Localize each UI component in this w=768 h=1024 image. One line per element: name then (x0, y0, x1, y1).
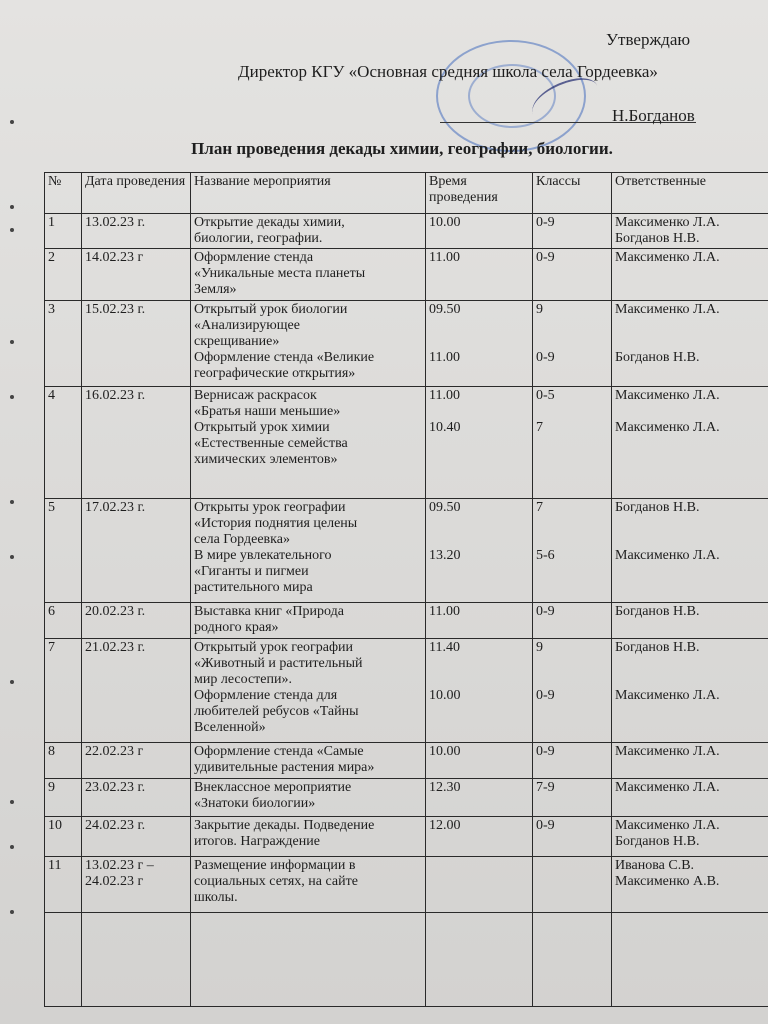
cell-responsible (612, 499, 768, 603)
cell-responsible (612, 913, 768, 1007)
cell-text-line: 23.02.23 г. (85, 780, 146, 795)
cell-number: 2 (45, 249, 82, 301)
cell-text-line: Максименко Л.А. (615, 302, 720, 317)
cell-text-line: 0-9 (536, 604, 555, 619)
margin-tick (10, 205, 14, 209)
margin-tick (10, 120, 14, 124)
cell-text-line (429, 318, 529, 334)
cell-text-line: Оформление стенда «Самые (194, 744, 364, 759)
cell-date (82, 913, 191, 1007)
header-date: Дата проведения (82, 173, 191, 214)
cell-text-line: Открытый урок географии (194, 640, 354, 655)
cell-classes (533, 249, 612, 301)
cell-text-line: «Братья наши меньшие» (194, 404, 341, 419)
cell-text-line (429, 858, 529, 874)
cell-text-line: 16.02.23 г. (85, 388, 146, 403)
cell-text-line: Богданов Н.В. (615, 350, 700, 365)
cell-text-line: социальных сетях, на сайте (194, 874, 358, 889)
margin-tick (10, 680, 14, 684)
table-row (45, 387, 768, 499)
cell-text-line: Богданов Н.В. (615, 231, 700, 246)
cell-text-line: Богданов Н.В. (615, 834, 700, 849)
cell-text-line: Открытый урок химии (194, 420, 330, 435)
cell-classes (533, 779, 612, 817)
cell-text-line: 0-5 (536, 388, 555, 403)
cell-text-line (429, 656, 529, 672)
cell-text-line: химических элементов» (194, 452, 338, 467)
cell-classes (533, 603, 612, 639)
cell-text-line: Внеклассное мероприятие (194, 780, 352, 795)
cell-event (191, 387, 426, 499)
cell-text-line: растительного мира (194, 580, 313, 595)
cell-text-line: 13.20 (429, 548, 461, 563)
cell-date (82, 214, 191, 249)
cell-text-line (536, 404, 608, 420)
cell-text-line: школы. (194, 890, 238, 905)
cell-event (191, 214, 426, 249)
table-row (45, 499, 768, 603)
cell-number: 10 (45, 817, 82, 857)
cell-text-line (615, 532, 768, 548)
table-row (45, 779, 768, 817)
cell-text-line: 0-9 (536, 215, 555, 230)
cell-text-line (429, 334, 529, 350)
cell-text-line: 0-9 (536, 250, 555, 265)
cell-text-line: Максименко Л.А. (615, 744, 720, 759)
cell-responsible (612, 603, 768, 639)
table-row (45, 639, 768, 743)
cell-text-line: села Гордеевка» (194, 532, 290, 547)
cell-text-line: Максименко Л.А. (615, 215, 720, 230)
cell-text-line: скрещивание» (194, 334, 280, 349)
table-row (45, 301, 768, 387)
cell-text-line: Иванова С.В. (615, 858, 695, 873)
cell-classes (533, 817, 612, 857)
cell-event (191, 603, 426, 639)
cell-text-line: Максименко Л.А. (615, 388, 720, 403)
cell-text-line (615, 914, 768, 930)
table-row (45, 214, 768, 249)
cell-classes (533, 499, 612, 603)
approval-director: Директор КГУ «Основная средняя школа села Гордеевка» (238, 62, 658, 81)
cell-number: 7 (45, 639, 82, 743)
cell-text-line: Земля» (194, 282, 237, 297)
cell-text-line (536, 532, 608, 548)
margin-tick (10, 500, 14, 504)
cell-text-line: 21.02.23 г. (85, 640, 146, 655)
header-number: № (45, 173, 82, 214)
cell-text-line: Открыты урок географии (194, 500, 346, 515)
cell-text-line: «История поднятия целены (194, 516, 358, 531)
cell-text-line: «Знатоки биологии» (194, 796, 316, 811)
cell-text-line: 7 (536, 500, 543, 515)
plan-table-body (45, 214, 768, 1007)
table-row (45, 817, 768, 857)
cell-text-line: Вселенной» (194, 720, 266, 735)
margin-tick (10, 228, 14, 232)
header-time: Время проведения (426, 173, 533, 214)
cell-event (191, 857, 426, 913)
cell-text-line: 9 (536, 640, 543, 655)
cell-responsible (612, 857, 768, 913)
cell-text-line: Выставка книг «Природа (194, 604, 344, 619)
cell-text-line: 7-9 (536, 780, 555, 795)
table-row (45, 913, 768, 1007)
cell-text-line: 12.30 (429, 780, 461, 795)
cell-time (426, 387, 533, 499)
cell-text-line: 10.00 (429, 688, 461, 703)
table-row (45, 743, 768, 779)
table-row (45, 857, 768, 913)
cell-text-line: 17.02.23 г. (85, 500, 146, 515)
margin-tick (10, 555, 14, 559)
cell-text-line (429, 914, 529, 930)
cell-time (426, 743, 533, 779)
cell-text-line: любителей ребусов «Тайны (194, 704, 359, 719)
cell-text-line (615, 334, 768, 350)
cell-text-line: 0-9 (536, 818, 555, 833)
cell-text-line: 7 (536, 420, 543, 435)
cell-text-line (536, 516, 608, 532)
cell-time (426, 499, 533, 603)
cell-event (191, 743, 426, 779)
cell-text-line: географические открытия» (194, 366, 356, 381)
cell-text-line: Максименко Л.А. (615, 688, 720, 703)
cell-time (426, 639, 533, 743)
margin-tick (10, 800, 14, 804)
cell-text-line (429, 516, 529, 532)
cell-number: 5 (45, 499, 82, 603)
cell-date (82, 743, 191, 779)
cell-date (82, 817, 191, 857)
cell-text-line: Максименко Л.А. (615, 780, 720, 795)
cell-event (191, 249, 426, 301)
cell-text-line: 10.00 (429, 215, 461, 230)
cell-date (82, 301, 191, 387)
cell-text-line: 24.02.23 г. (85, 818, 146, 833)
cell-text-line (429, 672, 529, 688)
cell-time (426, 214, 533, 249)
cell-text-line: «Уникальные места планеты (194, 266, 366, 281)
cell-text-line: В мире увлекательного (194, 548, 332, 563)
cell-text-line: 11.00 (429, 250, 460, 265)
cell-text-line: 5-6 (536, 548, 555, 563)
cell-text-line: Богданов Н.В. (615, 604, 700, 619)
cell-text-line (615, 404, 768, 420)
cell-text-line: 11.00 (429, 350, 460, 365)
cell-text-line: 11.00 (429, 388, 460, 403)
cell-text-line: Богданов Н.В. (615, 640, 700, 655)
cell-event (191, 913, 426, 1007)
cell-text-line: Богданов Н.В. (615, 500, 700, 515)
cell-text-line (429, 532, 529, 548)
approval-title: Утверждаю (606, 30, 691, 49)
table-row (45, 249, 768, 301)
cell-number: 6 (45, 603, 82, 639)
cell-text-line: Максименко Л.А. (615, 818, 720, 833)
header-event: Название мероприятия (191, 173, 426, 214)
cell-text-line (536, 858, 608, 874)
table-row (45, 603, 768, 639)
cell-text-line: Оформление стенда для (194, 688, 338, 703)
cell-text-line: 12.00 (429, 818, 461, 833)
margin-tick (10, 845, 14, 849)
cell-text-line: Максименко Л.А. (615, 420, 720, 435)
cell-text-line: «Гиганты и пигмеи (194, 564, 309, 579)
header-responsible: Ответственные (612, 173, 768, 214)
cell-date (82, 857, 191, 913)
cell-text-line: биологии, географии. (194, 231, 323, 246)
cell-event (191, 639, 426, 743)
cell-text-line: 20.02.23 г. (85, 604, 146, 619)
cell-text-line: 10.40 (429, 420, 461, 435)
cell-text-line: Оформление стенда (194, 250, 314, 265)
cell-text-line (615, 656, 768, 672)
cell-time (426, 301, 533, 387)
cell-responsible (612, 214, 768, 249)
cell-time (426, 779, 533, 817)
cell-classes (533, 387, 612, 499)
plan-table (44, 172, 768, 1007)
cell-text-line (85, 914, 187, 930)
cell-text-line: итогов. Награждение (194, 834, 320, 849)
cell-event (191, 817, 426, 857)
cell-text-line (615, 318, 768, 334)
cell-text-line: 11.00 (429, 604, 460, 619)
cell-date (82, 603, 191, 639)
cell-text-line (536, 914, 608, 930)
cell-event (191, 301, 426, 387)
cell-number: 8 (45, 743, 82, 779)
cell-time (426, 603, 533, 639)
cell-text-line: Максименко Л.А. (615, 548, 720, 563)
cell-text-line (536, 672, 608, 688)
cell-text-line: 9 (536, 302, 543, 317)
cell-text-line: Оформление стенда «Великие (194, 350, 375, 365)
cell-date (82, 779, 191, 817)
cell-classes (533, 214, 612, 249)
cell-text-line: 14.02.23 г (85, 250, 144, 265)
cell-text-line: мир лесостепи». (194, 672, 292, 687)
approval-name: Н.Богданов (612, 106, 695, 125)
cell-text-line: 24.02.23 г (85, 874, 144, 889)
cell-responsible (612, 249, 768, 301)
cell-text-line: родного края» (194, 620, 279, 635)
cell-text-line: 09.50 (429, 500, 461, 515)
cell-date (82, 499, 191, 603)
cell-number (45, 913, 82, 1007)
cell-responsible (612, 387, 768, 499)
cell-date (82, 639, 191, 743)
cell-text-line: 10.00 (429, 744, 461, 759)
cell-text-line (429, 404, 529, 420)
document-title: План проведения декады химии, географии, биологии. (191, 139, 613, 158)
cell-text-line: 0-9 (536, 688, 555, 703)
cell-classes (533, 913, 612, 1007)
cell-text-line (615, 516, 768, 532)
cell-text-line: 15.02.23 г. (85, 302, 146, 317)
cell-text-line (536, 334, 608, 350)
cell-text-line: 22.02.23 г (85, 744, 144, 759)
cell-date (82, 387, 191, 499)
cell-responsible (612, 779, 768, 817)
margin-tick (10, 395, 14, 399)
cell-text-line: «Животный и растительный (194, 656, 363, 671)
cell-text-line: 11.40 (429, 640, 460, 655)
cell-classes (533, 743, 612, 779)
cell-number: 4 (45, 387, 82, 499)
table-header-row (45, 173, 768, 214)
cell-number: 3 (45, 301, 82, 387)
cell-responsible (612, 817, 768, 857)
cell-text-line: Открытие декады химии, (194, 215, 345, 230)
margin-tick (10, 910, 14, 914)
header-classes: Классы (533, 173, 612, 214)
cell-text-line: Максименко А.В. (615, 874, 720, 889)
cell-event (191, 499, 426, 603)
cell-text-line: Размещение информации в (194, 858, 356, 873)
cell-text-line: «Естественные семейства (194, 436, 348, 451)
cell-time (426, 913, 533, 1007)
cell-time (426, 249, 533, 301)
cell-text-line: Максименко Л.А. (615, 250, 720, 265)
cell-text-line (536, 656, 608, 672)
cell-text-line: удивительные растения мира» (194, 760, 375, 775)
cell-number: 11 (45, 857, 82, 913)
cell-event (191, 779, 426, 817)
cell-text-line: 09.50 (429, 302, 461, 317)
cell-time (426, 857, 533, 913)
cell-classes (533, 857, 612, 913)
cell-text-line (194, 914, 422, 930)
cell-text-line: 0-9 (536, 744, 555, 759)
cell-responsible (612, 639, 768, 743)
cell-text-line: 0-9 (536, 350, 555, 365)
cell-text-line (536, 318, 608, 334)
cell-date (82, 249, 191, 301)
cell-text-line: Вернисаж раскрасок (194, 388, 317, 403)
cell-classes (533, 639, 612, 743)
cell-number: 9 (45, 779, 82, 817)
cell-text-line (615, 672, 768, 688)
cell-text-line: 13.02.23 г. (85, 215, 146, 230)
cell-responsible (612, 743, 768, 779)
cell-text-line: 13.02.23 г – (85, 858, 154, 873)
margin-marks (2, 110, 26, 960)
margin-tick (10, 340, 14, 344)
cell-number: 1 (45, 214, 82, 249)
cell-classes (533, 301, 612, 387)
cell-time (426, 817, 533, 857)
cell-text-line: Открытый урок биологии (194, 302, 348, 317)
cell-responsible (612, 301, 768, 387)
cell-text-line: «Анализирующее (194, 318, 300, 333)
cell-text-line: Закрытие декады. Подведение (194, 818, 375, 833)
